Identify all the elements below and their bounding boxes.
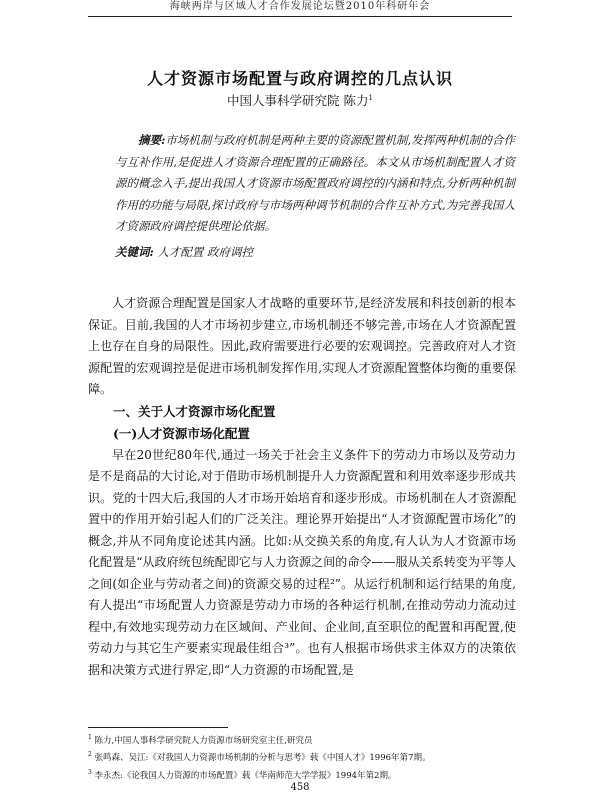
footnote-text: 李永杰:《论我国人力资源的市场配置》载《华南师范大学学报》1994年第2期。 <box>94 770 397 781</box>
footnote-item <box>88 731 516 748</box>
main-body <box>88 293 516 681</box>
footnote-text: 张鸣森、吴江:《对我国人力资源市场机制的分析与思考》载《中国人才》1996年第7期。 <box>94 753 431 764</box>
subsection-heading: (一)人才资源市场化配置 <box>113 425 250 441</box>
author-footnote-mark: 1 <box>368 93 373 102</box>
abstract-text: 市场机制与政府机制是两种主要的资源配置机制,发挥两种机制的合作与互补作用,是促进人才资源合理配置的正确路径。本文从市场机制配置人才资源的概念入手,提出我国人才资源市场配置政府调控的内涵和特点,分析两种机制作用的功能与局限,探讨政府与市场两种调节机制的合作互补方式,为完善我国人才资源政府调控提供理论依据。 <box>115 133 515 233</box>
footnotes <box>88 731 516 783</box>
intro-paragraph: 人才资源合理配置是国家人才战略的重要环节,是经济发展和科技创新的根本保证。目前,我国的人才市场初步建立,市场机制还不够完善,市场在人才资源配置上也存在自身的局限性。因此,政府需要进行必要的宏观调控。完善政府对人才资源配置的宏观调控是促进市场机制发挥作用,实现人才资源配置整体均衡的重要保障。 <box>88 296 516 396</box>
author-name: 陈力 <box>343 93 369 108</box>
footnote-mark: 2 <box>88 751 92 759</box>
running-header: 海峡两岸与区域人才合作发展论坛暨2010年科研年会 <box>88 0 512 17</box>
footnote-mark: 1 <box>88 734 92 741</box>
footnote-mark: 3 <box>88 768 92 776</box>
footnote-text: 陈力,中国人事科学研究院人力资源市场研究室主任,研究员 <box>94 735 313 746</box>
footnote-item <box>88 748 516 765</box>
body-paragraph: 早在20世纪80年代,通过一场关于社会主义条件下的劳动力市场以及劳动力是不是商品的大讨论,对于借助市场机制提升人力资源配置和利用效率逐步形成共识。党的十四大后,我国的人才市场开始培育和逐步形成。市场机制在人才资源配置中的作用开始引起人们的广泛关注。理论界开始提出“人才资源配置市场化”的概念,并从不同角度论述其内涵。比如:从交换关系的角度,有人认为人才资源市场化配置是“从政府统包统配即它与人力资源之间的命令——服从关系转变为平等人之间(如企业与劳动者之间)的资源交易的过程²”。从运行机制和运行结果的角度,有人提出“市场配置人力资源是劳动力市场的各种运行机制,在推动劳动力流动过程中,有效地实现劳动力在区域间、产业间、企业间,直至职位的配置和再配置,使劳动力与其它生产要素实现最佳组合³”。也有人根据市场供求主体双方的决策依据和决策方式进行界定,即“人力资源的市场配置,是 <box>88 447 516 677</box>
keywords <box>115 244 515 260</box>
footnote-item <box>88 766 516 783</box>
abstract <box>115 130 515 238</box>
keywords-text: 人才配置 政府调控 <box>157 245 254 259</box>
page-number: 458 <box>290 782 310 793</box>
author-affiliation: 中国人事科学研究院 <box>227 93 340 108</box>
author-line <box>60 91 540 109</box>
keywords-label: 关键词: <box>115 245 154 259</box>
section-heading: 一、关于人才资源市场化配置 <box>113 403 276 419</box>
paper-title: 人才资源市场配置与政府调控的几点认识 <box>146 69 453 88</box>
footnote-divider <box>88 727 228 728</box>
abstract-label: 摘要: <box>138 133 166 147</box>
